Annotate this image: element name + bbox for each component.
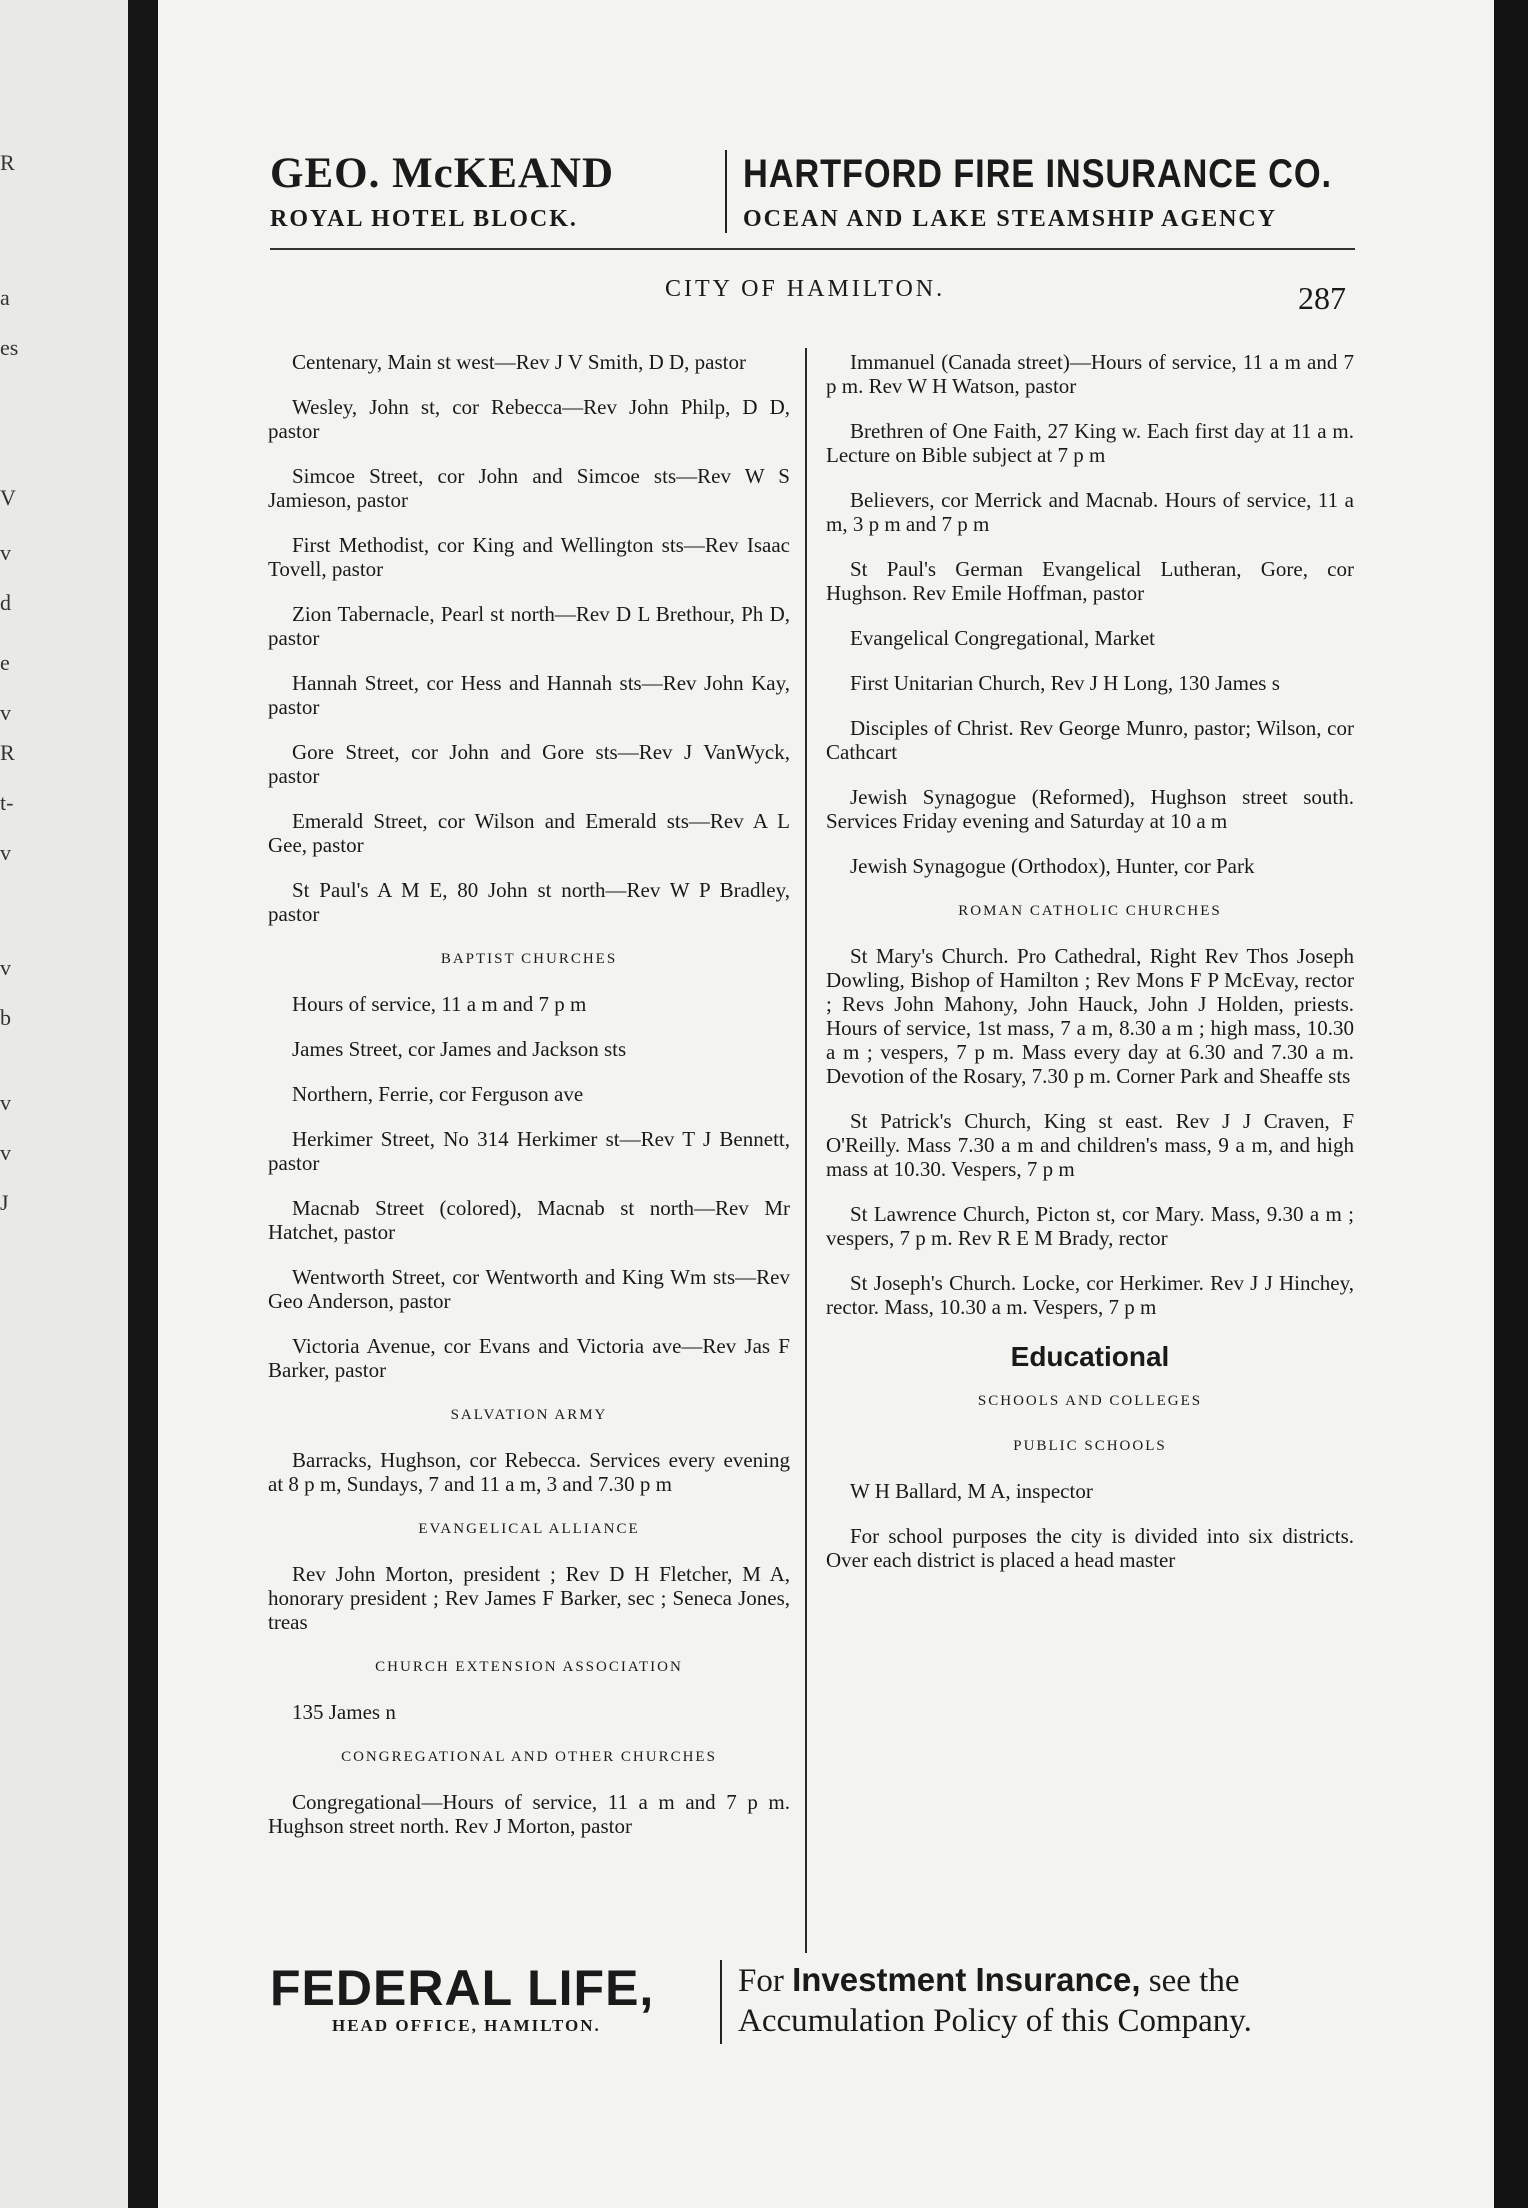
directory-entry: Gore Street, cor John and Gore sts—Rev J VanWyck, pastor [268,740,790,788]
footer-left-title: FEDERAL LIFE, [270,1960,655,2016]
directory-entry: Hannah Street, cor Hess and Hannah sts—Rev John Kay, pastor [268,671,790,719]
left-page-fragment: t- [0,790,14,815]
directory-entry: St Patrick's Church, King st east. Rev J J Craven, F O'Reilly. Mass 7.30 a m and children's mass, 9 a m, and high mass at 10.30. Vespers, 7 p m [826,1109,1354,1181]
section-heading: Educational [1010,1341,1170,1372]
right-column [826,350,1354,1593]
directory-entry: Herkimer Street, No 314 Herkimer st—Rev T J Bennett, pastor [268,1127,790,1175]
directory-entry: Wesley, John st, cor Rebecca—Rev John Philp, D D, pastor [268,395,790,443]
header-rule [270,248,1355,250]
section-title: CONGREGATIONAL AND OTHER CHURCHES [341,1749,717,1765]
directory-entry: Disciples of Christ. Rev George Munro, pastor; Wilson, cor Cathcart [826,716,1354,764]
directory-entry: Jewish Synagogue (Orthodox), Hunter, cor Park [850,854,1255,878]
header-left-ad [270,150,710,233]
left-page-fragment: b [0,1005,11,1030]
section-title: SALVATION ARMY [450,1407,608,1423]
directory-entry: Emerald Street, cor Wilson and Emerald sts—Rev A L Gee, pastor [268,809,790,857]
directory-entry: Barracks, Hughson, cor Rebecca. Services every evening at 8 p m, Sundays, 7 and 11 a m, 3 and 7.30 p m [268,1448,790,1496]
section-title: CHURCH EXTENSION ASSOCIATION [375,1659,683,1675]
directory-entry: Rev John Morton, president ; Rev D H Fletcher, M A, honorary president ; Rev James F Barker, sec ; Seneca Jones, treas [268,1562,790,1634]
directory-entry: St Lawrence Church, Picton st, cor Mary. Mass, 9.30 a m ; vespers, 7 p m. Rev R E M Brady, rector [826,1202,1354,1250]
directory-entry: Victoria Avenue, cor Evans and Victoria ave—Rev Jas F Barker, pastor [268,1334,790,1382]
directory-entry: Northern, Ferrie, cor Ferguson ave [292,1082,584,1106]
directory-entry: James Street, cor James and Jackson sts [292,1037,627,1061]
left-page-fragment: R [0,740,15,765]
directory-entry: Congregational—Hours of service, 11 a m and 7 p m. Hughson street north. Rev J Morton, pastor [268,1790,790,1838]
directory-entry: First Methodist, cor King and Wellington sts—Rev Isaac Tovell, pastor [268,533,790,581]
left-page-fragment: v [0,540,11,565]
left-page-fragment: v [0,1090,11,1115]
page-edge-shadow [1494,0,1528,2208]
running-head: CITY OF HAMILTON. [665,276,946,302]
header-left-subtitle: ROYAL HOTEL BLOCK. [270,206,578,232]
directory-entry: 135 James n [292,1700,396,1724]
left-page-fragment: V [0,485,16,510]
directory-entry: Wentworth Street, cor Wentworth and King Wm sts—Rev Geo Anderson, pastor [268,1265,790,1313]
footer-left-subtitle: HEAD OFFICE, HAMILTON. [332,2016,601,2035]
page-number: 287 [1298,280,1346,316]
left-page-fragment: a [0,285,10,310]
footer-right-line-1: For Investment Insurance, see the [738,1961,1240,1999]
section-title: ROMAN CATHOLIC CHURCHES [958,903,1222,919]
section-title: BAPTIST CHURCHES [440,951,618,967]
directory-entry: Hours of service, 11 a m and 7 p m [292,992,587,1016]
directory-entry: St Joseph's Church. Locke, cor Herkimer. Rev J J Hinchey, rector. Mass, 10.30 a m. Vespers, 7 p m [826,1271,1354,1319]
left-page-fragment: R [0,150,15,175]
adjacent-page-edge [0,0,128,2208]
left-page-fragment: v [0,955,11,980]
directory-entry: For school purposes the city is divided into six districts. Over each district is placed a head master [826,1524,1354,1572]
footer-right-ad [720,1960,1252,2044]
page-header-advertisement [270,150,1355,250]
header-left-title: GEO. McKEAND [270,150,615,197]
left-column [268,350,790,1859]
left-page-fragment: J [0,1190,9,1215]
left-page-fragment: v [0,700,11,725]
footer-left-ad [270,1960,710,2036]
header-right-subtitle: OCEAN AND LAKE STEAMSHIP AGENCY [743,206,1278,232]
directory-entry: Zion Tabernacle, Pearl st north—Rev D L Brethour, Ph D, pastor [268,602,790,650]
header-right-ad [725,150,1383,233]
footer-right-line-2: Accumulation Policy of this Company. [738,2003,1252,2039]
section-title: SCHOOLS AND COLLEGES [977,1393,1203,1409]
directory-entry: Brethren of One Faith, 27 King w. Each first day at 11 a m. Lecture on Bible subject at 7 p m [826,419,1354,467]
left-page-fragment: es [0,335,19,360]
left-page-fragment: v [0,1140,11,1165]
directory-entry: First Unitarian Church, Rev J H Long, 130 James s [850,671,1280,695]
directory-entry: St Mary's Church. Pro Cathedral, Right Rev Thos Joseph Dowling, Bishop of Hamilton ; Rev Mons F P McEvay, rector ; Revs John Mahony, John Hauck, John J Holden, priests. Hours of service, 1st mass, 7 a m, 8.30 a m ; high mass, 10.30 a m ; vespers, 7 p m. Mass every day at 6.30 and 7.30 a m. Devotion of the Rosary, 7.30 p m. Corner Park and Sheaffe sts [826,944,1354,1088]
section-title: EVANGELICAL ALLIANCE [418,1521,640,1537]
directory-entry: St Paul's A M E, 80 John st north—Rev W P Bradley, pastor [268,878,790,926]
left-page-fragment: e [0,650,10,675]
directory-entry: Believers, cor Merrick and Macnab. Hours of service, 11 a m, 3 p m and 7 p m [826,488,1354,536]
directory-entry: St Paul's German Evangelical Lutheran, Gore, cor Hughson. Rev Emile Hoffman, pastor [826,557,1354,605]
section-title: PUBLIC SCHOOLS [1013,1438,1167,1454]
left-page-fragment: d [0,590,11,615]
left-page-fragment: v [0,840,11,865]
book-gutter [128,0,158,2208]
directory-entry: Evangelical Congregational, Market [850,626,1155,650]
directory-entry: Immanuel (Canada street)—Hours of service, 11 a m and 7 p m. Rev W H Watson, pastor [826,350,1354,398]
directory-entry: Simcoe Street, cor John and Simcoe sts—Rev W S Jamieson, pastor [268,464,790,512]
header-right-title: HARTFORD FIRE INSURANCE CO. [743,152,1332,196]
column-divider [805,348,807,1953]
directory-entry: Jewish Synagogue (Reformed), Hughson street south. Services Friday evening and Saturday at 10 a m [826,785,1354,833]
page-footer-advertisement [270,1960,1355,2070]
directory-entry: Centenary, Main st west—Rev J V Smith, D D, pastor [292,350,747,374]
directory-entry: Macnab Street (colored), Macnab st north—Rev Mr Hatchet, pastor [268,1196,790,1244]
directory-entry: W H Ballard, M A, inspector [850,1479,1093,1503]
